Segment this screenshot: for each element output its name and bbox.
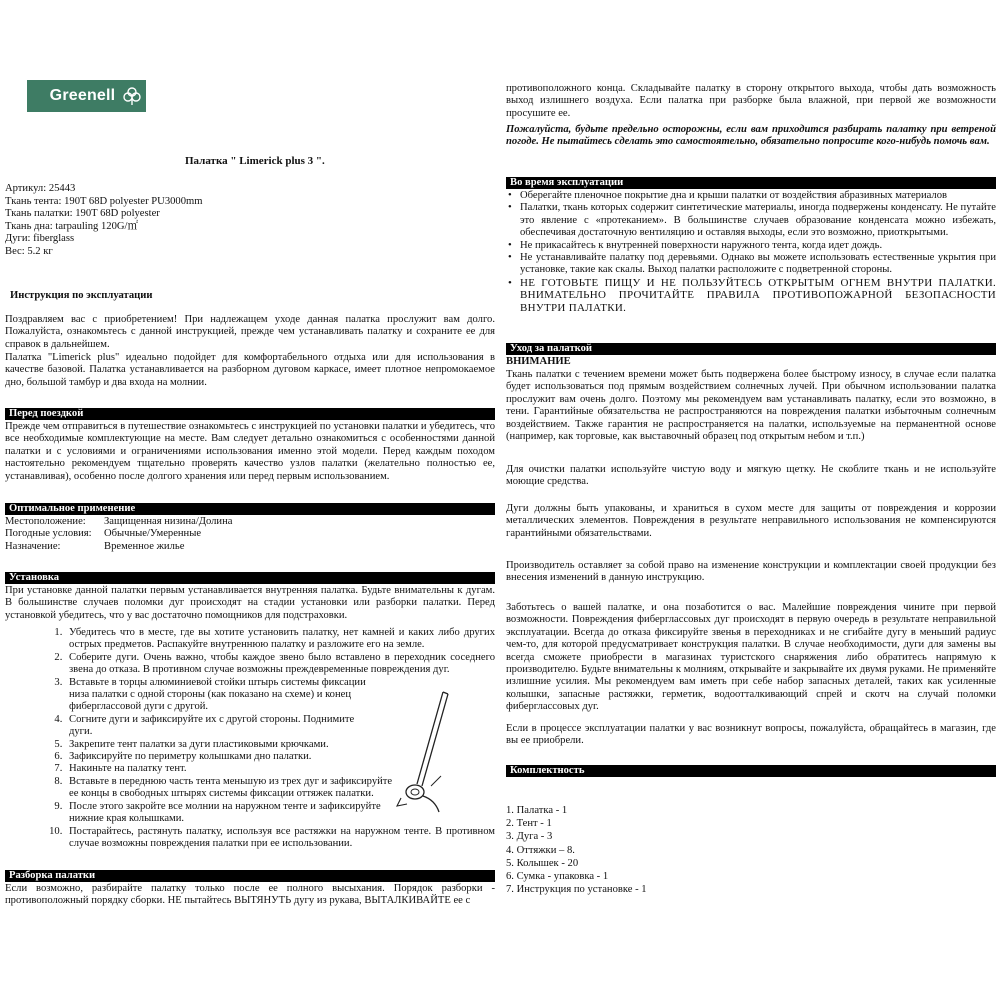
package-item: 3. Дуга - 3 xyxy=(506,831,553,843)
spec-weight: Вес: 5.2 кг xyxy=(5,245,53,257)
during-use-item: • Палатки, ткань которых содержит синтетические материалы, иногда подвержены конденсату. Не путайте это явление с «протеканием». В большинстве случаев образование конденсата можно избежать, обеспечивая достаточную вентиляцию и оставляя выходы, если это возможно, приоткрытыми. xyxy=(520,202,996,239)
during-use-item: • Не прикасайтесь к внутренней поверхности наружного тента, когда идет дождь. xyxy=(520,240,996,252)
spec-list xyxy=(5,183,495,259)
package-item: 2. Тент - 1 xyxy=(506,818,552,830)
row-key: Погодные условия: xyxy=(5,528,92,540)
step-item: 7. Накиньте на палатку тент. xyxy=(65,763,369,775)
care-heading: Уход за палаткой xyxy=(506,343,996,355)
optimal-use-row xyxy=(5,516,495,528)
during-use-heading: Во время эксплуатации xyxy=(506,177,996,189)
care-paragraph: Если в процессе эксплуатации палатки у вас возникнут вопросы, пожалуйста, обращайтесь в магазин, где вы ее приобрели. xyxy=(506,723,996,747)
care-attention: ВНИМАНИЕ xyxy=(506,356,571,367)
during-use-list xyxy=(506,190,996,314)
step-item: 1. Убедитесь что в месте, где вы хотите установить палатку, нет камней и каких либо других острых предметов. Распакуйте внутреннюю палатку и разложите его на земле. xyxy=(65,627,495,652)
spec-tent-fabric: Ткань тента: 190T 68D polyester PU3000mm xyxy=(5,195,203,207)
during-use-item: • НЕ ГОТОВЬТЕ ПИЩУ И НЕ ПОЛЬЗУЙТЕСЬ ОТКРЫТЫМ ОГНЕМ ВНУТРИ ПАЛАТКИ. ВНИМАТЕЛЬНО ПРОЧИТАЙТЕ ПРАВИЛА ПРОТИВОПОЖАРНОЙ БЕЗОПАСНОСТИ ВНУТРИ ПАЛАТКИ. xyxy=(520,277,996,314)
package-item: 1. Палатка - 1 xyxy=(506,805,568,816)
step-item: 3. Вставьте в торцы алюминиевой стойки штырь системы фиксации низа палатки с одной стороны (как показано на схеме) и конец фиберглассовой дуги с другой. xyxy=(65,677,369,714)
row-value: Защищенная низина/Долина xyxy=(104,516,233,527)
before-trip-heading: Перед поездкой xyxy=(5,408,495,420)
row-value: Обычные/Умеренные xyxy=(104,528,202,540)
optimal-use-table xyxy=(5,516,495,553)
installation-heading: Установка xyxy=(5,572,495,584)
package-item: 6. Сумка - упаковка - 1 xyxy=(506,871,609,883)
before-trip-text: Прежде чем отправиться в путешествие ознакомьтесь с инструкцией по установки палатки и убедитесь, что все необходимые комплектующие на месте. Вам следует детально ознакомиться с особенностями данной палатки и с условиями и ограничениями использования именно этой модели. Перед каждым походом настоятельно рекомендуем тщательно проверять качество узлов палатки (желательно полностью ее, устанавливая), особенно после долгого хранения или перед первым использованием. xyxy=(5,421,495,482)
care-paragraph: Дуги должны быть упакованы, и храниться в сухом месте для защиты от повреждения и коррозии металлических элементов. Повреждения в результате неправильного использования не компенсируются гарантийными обязательствами. xyxy=(506,503,996,539)
step-item: 4. Согните дуги и зафиксируйте их с другой стороны. Поднимите дуги. xyxy=(65,714,369,739)
row-key: Назначение: xyxy=(5,540,61,552)
spec-article: Артикул: 25443 xyxy=(5,183,76,194)
disassembly-text-left: Если возможно, разбирайте палатку только после ее полного высыхания. Порядок разборки - противоположный порядку сборки. НЕ пытайтесь ВЫТЯНУТЬ дугу из рукава, ВЫТАЛКИВАЙТЕ ее с xyxy=(5,883,495,907)
package-item: 7. Инструкция по установке - 1 xyxy=(506,884,647,896)
logo-text: Greenell xyxy=(49,86,116,104)
step-item: 10. Постарайтесь, растянуть палатку, используя все растяжки на наружном тенте. В противном случае возможны повреждения палатки при ее использовании. xyxy=(65,826,495,851)
step-item: 2. Соберите дуги. Очень важно, чтобы каждое звено было вставлено в переходник соседнего звена до отказа. В противном случае возможны преждевременные повреждения дуг. xyxy=(65,652,495,677)
package-heading: Комплектность xyxy=(506,765,996,777)
installation-intro: При установке данной палатки первым устанавливается внутренняя палатка. Будьте внимательны к дугам. В большинстве случаев поломки дуг происходят на стадии установки или разборки палатки. Перед установкой убедитесь, что у вас достаточно помощников для подстраховки. xyxy=(5,585,495,621)
step-item: 6. Зафиксируйте по периметру колышками дно палатки. xyxy=(65,751,369,763)
row-key: Местоположение: xyxy=(5,516,86,527)
instruction-heading: Инструкция по эксплуатации xyxy=(10,290,153,301)
row-value: Временное жилье xyxy=(104,540,185,552)
during-use-item: • Оберегайте пленочное покрытие дна и крыши палатки от воздействия абразивных материалов xyxy=(520,190,996,202)
disassembly-text-right: противоположного конца. Складывайте палатку в сторону открытого выхода, чтобы дать возможность выход излишнего воздуха. Если палатка при разборке была влажной, при первой же возможности просушите ее. xyxy=(506,83,996,119)
document-title: Палатка " Limerick plus 3 ". xyxy=(185,155,325,167)
spec-poles: Дуги: fiberglass xyxy=(5,233,75,245)
pole-fixing-diagram xyxy=(395,688,455,818)
left-column xyxy=(5,0,495,1000)
package-item: 5. Колышек - 20 xyxy=(506,857,579,869)
care-paragraph: Для очистки палатки используйте чистую воду и мягкую щетку. Не скоблите ткань и не используйте моющие средства. xyxy=(506,464,996,488)
spec-floor-fabric: Ткань дна: tarpauling 120G/㎡ xyxy=(5,220,139,232)
optimal-use-row xyxy=(5,541,495,553)
during-use-item: • Не устанавливайте палатку под деревьями. Однако вы можете использовать естественные укрытия при установке, такие как скалы. Выход палатки расположите с подветренной стороны. xyxy=(520,252,996,277)
care-paragraph: Заботьтесь о вашей палатке, и она позаботится о вас. Малейшие повреждения чините при первой возможности. Повреждения фиберглассовых дуг происходят в первую очередь в результате неправильной эксплуатации. Всегда до отказа фиксируйте звенья в переходниках и не сгибайте дугу в меньший радиус чем-то, для которой предусматривает конструкция палатки. В случае необходимости, дуги для замены вы всегда сможете приобрести в магазинах туристского снаряжения либо обратитесь напрямую к производителю. Будьте внимательны к молниям, открывайте и закрывайте их двумя руками. Не применяйте излишние усилия. Мы рекомендуем вам иметь при себе набор запасных деталей, таких как усиленные колышки, запасные растяжки, герметик, водоотталкивающий спрей и скотч на случай поломки фиберглассовых дуг. xyxy=(506,602,996,713)
intro-paragraph-1: Поздравляем вас с приобретением! При надлежащем уходе данная палатка прослужит вам долго. Пожалуйста, ознакомьтесь с данной инструкцией, прежде чем устанавливать палатку и сохраните ее для справок в дальнейшем. xyxy=(5,314,495,350)
step-item: 9. После этого закройте все молнии на наружном тенте и зафиксируйте нижние края колышками. xyxy=(65,801,399,826)
optimal-use-heading: Оптимальное применение xyxy=(5,503,495,515)
right-column xyxy=(506,0,996,1000)
intro-paragraph-2: Палатка "Limerick plus" идеально подойдет для комфортабельного отдыха или для использования в качестве базовой. Палатка устанавливается на разборном дуговом каркасе, имеет плотное непромокаемое дно, большой тамбур и два входа на молнии. xyxy=(5,352,495,388)
care-paragraph: Производитель оставляет за собой право на изменение конструкции и комплектации своей продукции без внесения изменений в данную инструкцию. xyxy=(506,560,996,584)
step-item: 8. Вставьте в переднюю часть тента меньшую из трех дуг и зафиксируйте ее концы в свободных штырях системы фиксации оттяжек палатки. xyxy=(65,776,399,801)
package-item: 4. Оттяжки – 8. xyxy=(506,844,575,856)
care-paragraph: Ткань палатки с течением времени может быть подвержена более быстрому износу, в случае если палатка будет использоваться под прямым воздействием солнечных лучей. При обычном использовании палатка прослужит вам очень долго. Поэтому мы рекомендуем вам устанавливать палатку, если это возможно, в тени. Гарантийные обязательства не распространяются на повреждения палатки избыточным солнечным воздействием. Также гарантия не распространяется на палатки, используемые на перманентной основе (например, как торговые, как выставочный образец под открытым небом и т.п.) xyxy=(506,369,996,443)
step-item: 5. Закрепите тент палатки за дуги пластиковыми крючками. xyxy=(65,739,369,751)
package-list xyxy=(506,804,996,896)
spec-inner-fabric: Ткань палатки: 190T 68D polyester xyxy=(5,208,160,220)
optimal-use-row xyxy=(5,528,495,540)
disassembly-heading: Разборка палатки xyxy=(5,870,495,882)
disassembly-warning: Пожалуйста, будьте предельно осторожны, если вам приходится разбирать палатку при ветреной погоде. Не пытайтесь сделать это самостоятельно, обязательно попросите кого-нибудь помочь вам. xyxy=(506,124,996,148)
